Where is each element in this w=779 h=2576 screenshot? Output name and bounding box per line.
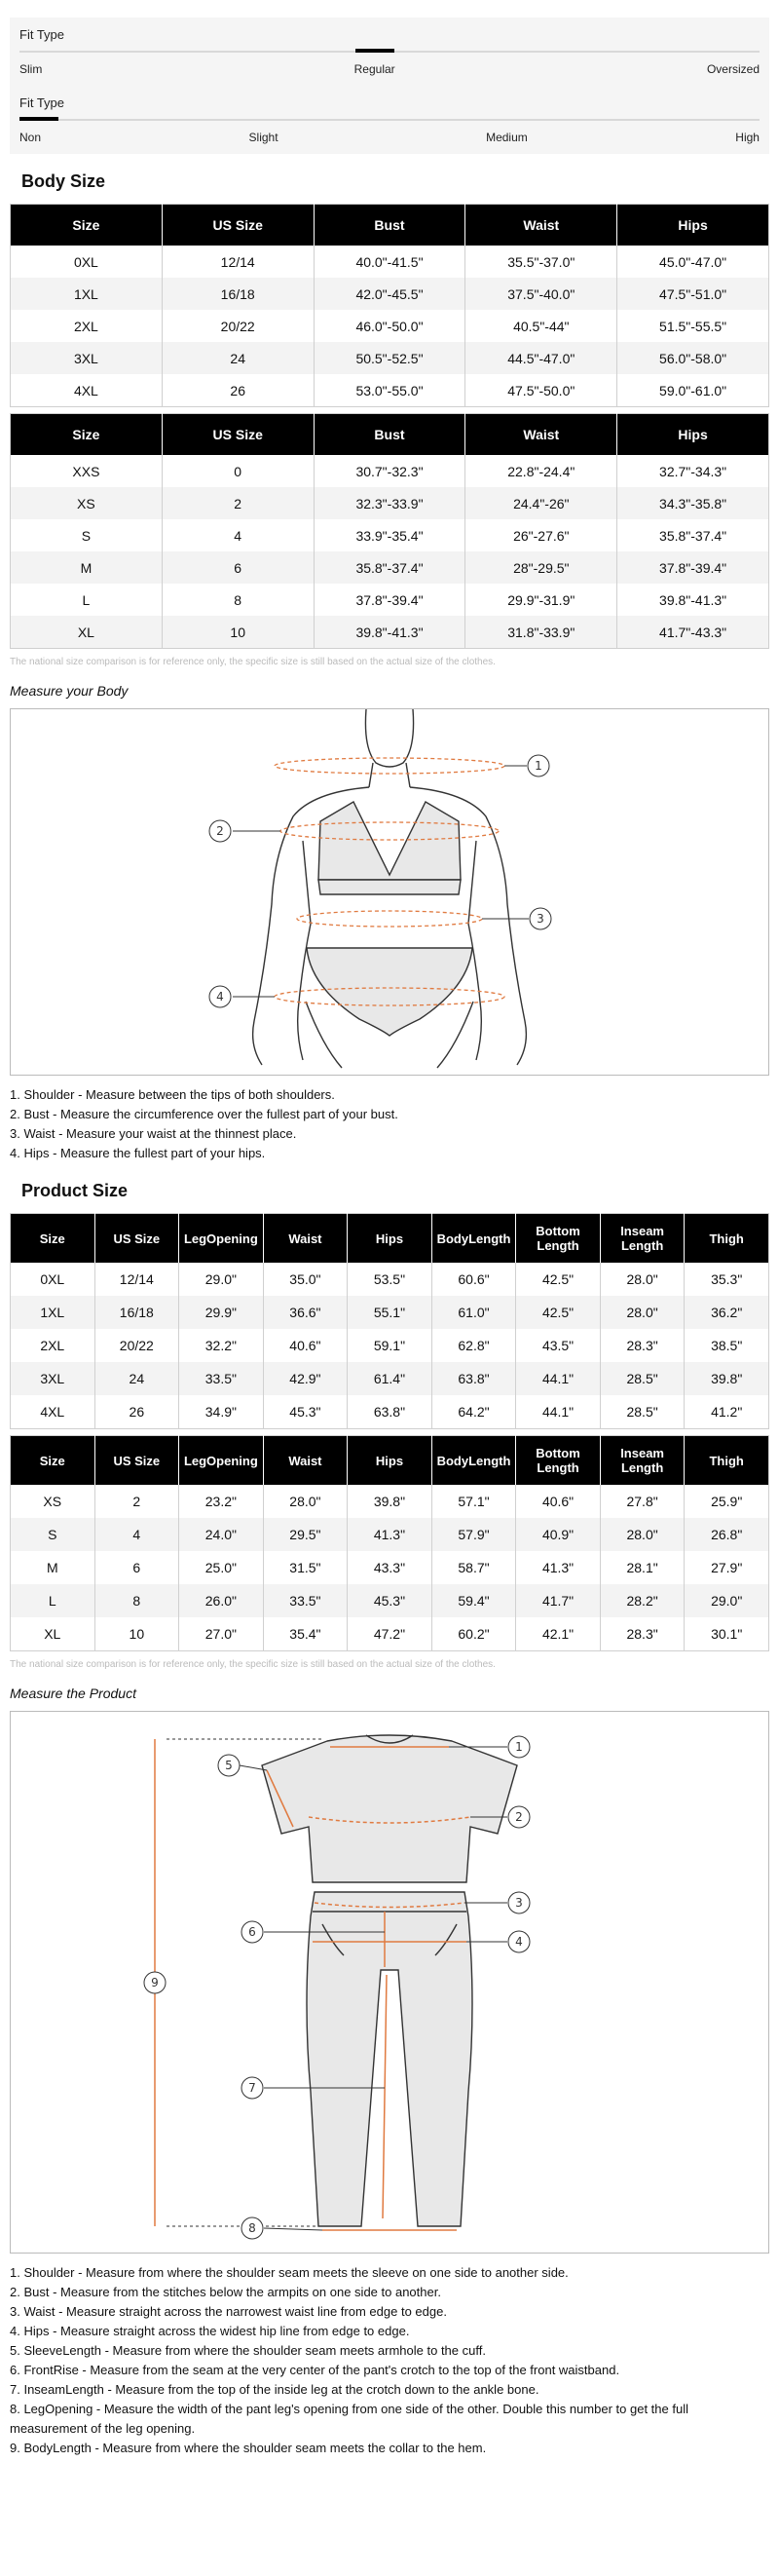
- product-measure-instructions: [10, 2263, 769, 2458]
- table-row: [11, 1395, 769, 1429]
- column-header: BodyLength: [431, 1436, 516, 1486]
- body-illustration: [11, 709, 768, 1070]
- column-header: US Size: [162, 414, 314, 456]
- table-cell: 28.3": [600, 1617, 685, 1651]
- table-cell: 24.0": [179, 1518, 264, 1551]
- table-cell: 30.7"-32.3": [314, 455, 465, 487]
- column-header: Inseam Length: [600, 1436, 685, 1486]
- table-cell: 39.8": [685, 1362, 769, 1395]
- fit-type-track: [19, 119, 760, 121]
- table-cell: 28.0": [263, 1485, 348, 1518]
- instruction-item: 8. LegOpening - Measure the width of the pant leg's opening from one side of the other. Double this number to get the full measurement of the leg opening.: [10, 2402, 688, 2436]
- callout-1: 1: [535, 759, 542, 773]
- table-cell: 2XL: [11, 310, 163, 342]
- table-cell: 41.7": [516, 1584, 601, 1617]
- table-cell: 26: [94, 1395, 179, 1429]
- table-cell: 47.5"-51.0": [617, 278, 769, 310]
- table-cell: 24: [162, 342, 314, 374]
- table-cell: 35.0": [263, 1263, 348, 1296]
- callout-4: 4: [515, 1935, 523, 1949]
- table-cell: 31.8"-33.9": [465, 616, 617, 649]
- table-cell: 4XL: [11, 374, 163, 407]
- table-cell: 44.1": [516, 1362, 601, 1395]
- table-row: [11, 551, 769, 584]
- table-cell: 37.8"-39.4": [617, 551, 769, 584]
- instruction-item: 2. Bust - Measure the circumference over the fullest part of your bust.: [10, 1107, 398, 1121]
- callout-3: 3: [515, 1896, 523, 1910]
- instruction-item: 6. FrontRise - Measure from the seam at the very center of the pant's crotch to the top of the front waistband.: [10, 2363, 620, 2377]
- table-cell: 53.0"-55.0": [314, 374, 465, 407]
- column-header: Hips: [617, 205, 769, 246]
- table-cell: 28.5": [600, 1395, 685, 1429]
- table-row: [11, 278, 769, 310]
- table-row: [11, 1617, 769, 1651]
- table-row: [11, 584, 769, 616]
- table-cell: 41.2": [711, 1404, 743, 1420]
- table-cell: 0XL: [11, 1263, 95, 1296]
- table-cell: 59.0"-61.0": [659, 382, 727, 398]
- table-cell: 29.5": [263, 1518, 348, 1551]
- table-cell: 26.8": [685, 1518, 769, 1551]
- table-cell: 12/14: [94, 1263, 179, 1296]
- table-cell: 39.8": [348, 1485, 432, 1518]
- column-header: LegOpening: [179, 1436, 264, 1486]
- table-cell: 45.0"-47.0": [659, 253, 727, 270]
- column-header: Inseam Length: [600, 1214, 685, 1264]
- table-cell: 28.5": [600, 1362, 685, 1395]
- table-cell: 2: [162, 487, 314, 519]
- table-cell: 6: [162, 551, 314, 584]
- table-cell: 44.1": [516, 1395, 601, 1429]
- column-header: Hips: [348, 1214, 432, 1264]
- product-measure-figure: [10, 1711, 769, 2254]
- table-cell: 61.4": [348, 1362, 432, 1395]
- table-cell: 41.7"-43.3": [617, 616, 769, 649]
- table-cell: 42.5": [516, 1263, 601, 1296]
- table-cell: 12/14: [162, 246, 314, 278]
- table-cell: 27.8": [600, 1485, 685, 1518]
- table-cell: XS: [11, 1485, 95, 1518]
- table-cell: 40.6": [263, 1329, 348, 1362]
- fit-type-slim-regular-oversized: [10, 18, 769, 86]
- table-cell: 55.1": [348, 1296, 432, 1329]
- table-cell: 40.5"-44": [465, 310, 617, 342]
- instruction-item: 1. Shoulder - Measure between the tips of both shoulders.: [10, 1087, 335, 1102]
- product-illustration: [11, 1712, 768, 2248]
- fit-type-title: Fit Type: [19, 95, 65, 110]
- table-cell: 28"-29.5": [465, 551, 617, 584]
- table-cell: 35.4": [263, 1617, 348, 1651]
- table-row: [11, 487, 769, 519]
- column-header: Waist: [263, 1436, 348, 1486]
- column-header: Hips: [617, 414, 769, 456]
- table-cell: 41.3": [348, 1518, 432, 1551]
- table-cell: 35.8"-37.4": [659, 527, 727, 544]
- table-cell: XL: [11, 616, 163, 649]
- table-cell: 28.1": [600, 1551, 685, 1584]
- fit-type-track: [19, 51, 760, 53]
- fit-label-slim: Slim: [19, 62, 43, 76]
- table-cell: 25.9": [711, 1494, 743, 1509]
- body-size-table-regular: [10, 413, 769, 649]
- callout-3: 3: [537, 912, 544, 926]
- table-cell: 32.7"-34.3": [659, 463, 727, 479]
- table-cell: 35.5"-37.0": [465, 246, 617, 278]
- table-cell: 28.0": [600, 1518, 685, 1551]
- fit-type-marker-regular: [355, 49, 394, 53]
- body-size-title: Body Size: [21, 171, 106, 191]
- table-cell: 25.0": [179, 1551, 264, 1584]
- column-header: Size: [11, 414, 163, 456]
- table-cell: 27.0": [179, 1617, 264, 1651]
- table-cell: 47.2": [348, 1617, 432, 1651]
- column-header: LegOpening: [179, 1214, 264, 1264]
- table-row: [11, 310, 769, 342]
- table-row: [11, 342, 769, 374]
- column-header: Bust: [314, 414, 465, 456]
- table-cell: 26.0": [179, 1584, 264, 1617]
- table-cell: 62.8": [431, 1329, 516, 1362]
- measure-product-title: Measure the Product: [10, 1686, 136, 1701]
- table-row: [11, 455, 769, 487]
- fit-label-slight: Slight: [248, 131, 278, 144]
- table-row: [11, 1584, 769, 1617]
- table-cell: 0: [162, 455, 314, 487]
- column-header: Bust: [314, 205, 465, 246]
- fit-label-non: Non: [19, 131, 42, 144]
- table-cell: 4: [94, 1518, 179, 1551]
- table-cell: 8: [162, 584, 314, 616]
- table-row: [11, 1362, 769, 1395]
- instruction-item: 3. Waist - Measure straight across the narrowest waist line from edge to edge.: [10, 2304, 447, 2319]
- callout-6: 6: [248, 1925, 256, 1939]
- column-header: Size: [11, 1214, 95, 1264]
- table-cell: 24: [94, 1362, 179, 1395]
- callout-2: 2: [515, 1810, 523, 1824]
- table-cell: 40.9": [516, 1518, 601, 1551]
- instruction-item: 3. Waist - Measure your waist at the thinnest place.: [10, 1126, 297, 1141]
- table-cell: 34.3"-35.8": [617, 487, 769, 519]
- product-size-note: The national size comparison is for reference only, the specific size is still based on the actual size of the clothes.: [10, 1659, 496, 1670]
- table-cell: 32.2": [179, 1329, 264, 1362]
- table-header-row: [11, 205, 769, 246]
- table-header-row: [11, 1214, 769, 1264]
- column-header: Bottom Length: [516, 1214, 601, 1264]
- column-header: BodyLength: [431, 1214, 516, 1264]
- table-cell: XL: [11, 1617, 95, 1651]
- table-cell: 26: [162, 374, 314, 407]
- table-cell: 10: [162, 616, 314, 649]
- callout-2: 2: [216, 824, 224, 838]
- fit-label-oversized: Oversized: [706, 62, 760, 76]
- table-row: [11, 519, 769, 551]
- table-row: [11, 246, 769, 278]
- table-cell: M: [11, 551, 163, 584]
- fit-label-high: High: [735, 131, 760, 144]
- column-header: Waist: [465, 205, 617, 246]
- size-guide: [10, 18, 769, 2458]
- table-row: [11, 1518, 769, 1551]
- table-cell: 57.1": [431, 1485, 516, 1518]
- table-cell: XS: [11, 487, 163, 519]
- table-cell: 60.6": [431, 1263, 516, 1296]
- table-cell: 4: [162, 519, 314, 551]
- table-cell: 26"-27.6": [465, 519, 617, 551]
- callout-5: 5: [225, 1759, 233, 1772]
- measure-body-title: Measure your Body: [10, 683, 129, 699]
- table-cell: 39.8"-41.3": [314, 616, 465, 649]
- table-cell: 22.8"-24.4": [465, 455, 617, 487]
- table-cell: 16/18: [94, 1296, 179, 1329]
- column-header: US Size: [94, 1214, 179, 1264]
- column-header: Waist: [263, 1214, 348, 1264]
- table-row: [11, 616, 769, 649]
- table-cell: 2: [94, 1485, 179, 1518]
- table-row: [11, 1263, 769, 1296]
- fit-type-marker-non: [19, 117, 58, 121]
- table-cell: 4XL: [11, 1395, 95, 1429]
- instruction-item: 4. Hips - Measure the fullest part of your hips.: [10, 1146, 266, 1160]
- table-cell: 42.0"-45.5": [314, 278, 465, 310]
- table-cell: 16/18: [162, 278, 314, 310]
- table-cell: 45.3": [348, 1584, 432, 1617]
- table-cell: S: [11, 519, 163, 551]
- table-cell: 58.7": [431, 1551, 516, 1584]
- table-cell: 32.3"-33.9": [314, 487, 465, 519]
- table-cell: 28.0": [600, 1296, 685, 1329]
- table-cell: XXS: [11, 455, 163, 487]
- column-header: Thigh: [685, 1436, 769, 1486]
- table-cell: S: [11, 1518, 95, 1551]
- callout-8: 8: [248, 2221, 256, 2235]
- fit-type-title: Fit Type: [19, 27, 65, 42]
- table-row: [11, 1551, 769, 1584]
- table-cell: 8: [94, 1584, 179, 1617]
- product-size-table-regular: [10, 1435, 769, 1651]
- table-cell: 33.9"-35.4": [314, 519, 465, 551]
- table-row: [11, 1296, 769, 1329]
- table-cell: 46.0"-50.0": [314, 310, 465, 342]
- table-cell: 47.5"-50.0": [465, 374, 617, 407]
- table-cell: 40.6": [516, 1485, 601, 1518]
- table-cell: 3XL: [11, 1362, 95, 1395]
- table-cell: 44.5"-47.0": [465, 342, 617, 374]
- table-cell: 31.5": [263, 1551, 348, 1584]
- product-size-table-plus: [10, 1213, 769, 1429]
- table-cell: 63.8": [431, 1362, 516, 1395]
- table-cell: 28.0": [600, 1263, 685, 1296]
- table-cell: 3XL: [11, 342, 163, 374]
- table-cell: 29.0": [685, 1584, 769, 1617]
- table-cell: 42.5": [516, 1296, 601, 1329]
- table-cell: 36.6": [263, 1296, 348, 1329]
- table-cell: 42.1": [516, 1617, 601, 1651]
- table-cell: 41.3": [516, 1551, 601, 1584]
- column-header: Size: [11, 1436, 95, 1486]
- table-cell: 63.8": [348, 1395, 432, 1429]
- table-cell: M: [11, 1551, 95, 1584]
- table-cell: 27.9": [711, 1560, 743, 1575]
- table-cell: 0XL: [11, 246, 163, 278]
- table-cell: 30.1": [711, 1626, 743, 1642]
- column-header: Size: [11, 205, 163, 246]
- table-cell: 39.8"-41.3": [659, 591, 727, 608]
- table-cell: L: [11, 1584, 95, 1617]
- instruction-item: 1. Shoulder - Measure from where the shoulder seam meets the sleeve on one side to another side.: [10, 2265, 569, 2280]
- table-cell: 60.2": [431, 1617, 516, 1651]
- table-cell: 2XL: [11, 1329, 95, 1362]
- instruction-item: 7. InseamLength - Measure from the top of the inside leg at the crotch down to the ankle bone.: [10, 2382, 539, 2397]
- table-cell: 57.9": [431, 1518, 516, 1551]
- table-cell: 34.9": [179, 1395, 264, 1429]
- table-cell: 20/22: [162, 310, 314, 342]
- table-cell: 20/22: [94, 1329, 179, 1362]
- table-cell: 61.0": [431, 1296, 516, 1329]
- table-cell: 35.8"-37.4": [314, 551, 465, 584]
- instruction-item: 5. SleeveLength - Measure from where the shoulder seam meets armhole to the cuff.: [10, 2343, 486, 2358]
- table-cell: 33.5": [179, 1362, 264, 1395]
- table-cell: 43.3": [348, 1551, 432, 1584]
- table-cell: 33.5": [263, 1584, 348, 1617]
- table-cell: 56.0"-58.0": [617, 342, 769, 374]
- table-cell: 38.5": [711, 1338, 743, 1353]
- table-cell: 10: [94, 1617, 179, 1651]
- table-row: [11, 1485, 769, 1518]
- table-cell: 64.2": [431, 1395, 516, 1429]
- table-cell: L: [11, 584, 163, 616]
- column-header: Thigh: [685, 1214, 769, 1264]
- body-size-note: The national size comparison is for reference only, the specific size is still based on the actual size of the clothes.: [10, 657, 496, 667]
- table-cell: 28.3": [600, 1329, 685, 1362]
- table-row: [11, 374, 769, 407]
- callout-7: 7: [248, 2081, 256, 2095]
- table-row: [11, 1329, 769, 1362]
- table-cell: 1XL: [11, 278, 163, 310]
- table-cell: 1XL: [11, 1296, 95, 1329]
- table-cell: 37.5"-40.0": [465, 278, 617, 310]
- table-cell: 40.0"-41.5": [314, 246, 465, 278]
- callout-4: 4: [216, 990, 224, 1004]
- table-cell: 35.3": [711, 1271, 743, 1287]
- table-cell: 51.5"-55.5": [659, 318, 727, 334]
- callout-1: 1: [515, 1740, 523, 1754]
- table-header-row: [11, 1436, 769, 1486]
- table-cell: 29.0": [179, 1263, 264, 1296]
- body-measure-figure: [10, 708, 769, 1076]
- column-header: Bottom Length: [516, 1436, 601, 1486]
- table-cell: 50.5"-52.5": [314, 342, 465, 374]
- table-cell: 45.3": [263, 1395, 348, 1429]
- table-cell: 29.9"-31.9": [465, 584, 617, 616]
- table-cell: 28.2": [600, 1584, 685, 1617]
- fit-label-regular: Regular: [353, 62, 395, 76]
- table-cell: 36.2": [685, 1296, 769, 1329]
- fit-type-stretch: [10, 86, 769, 154]
- column-header: Hips: [348, 1436, 432, 1486]
- table-cell: 42.9": [263, 1362, 348, 1395]
- table-cell: 6: [94, 1551, 179, 1584]
- column-header: US Size: [94, 1436, 179, 1486]
- instruction-item: 2. Bust - Measure from the stitches below the armpits on one side to another.: [10, 2285, 441, 2299]
- table-cell: 59.1": [348, 1329, 432, 1362]
- table-cell: 37.8"-39.4": [314, 584, 465, 616]
- column-header: US Size: [162, 205, 314, 246]
- table-header-row: [11, 414, 769, 456]
- body-measure-instructions: [10, 1085, 769, 1163]
- table-cell: 53.5": [348, 1263, 432, 1296]
- product-size-title: Product Size: [21, 1181, 129, 1200]
- body-size-table-plus: [10, 204, 769, 407]
- table-cell: 23.2": [179, 1485, 264, 1518]
- table-cell: 59.4": [431, 1584, 516, 1617]
- instruction-item: 9. BodyLength - Measure from where the shoulder seam meets the collar to the hem.: [10, 2441, 487, 2455]
- table-cell: 24.4"-26": [465, 487, 617, 519]
- table-cell: 43.5": [516, 1329, 601, 1362]
- column-header: Waist: [465, 414, 617, 456]
- table-cell: 29.9": [179, 1296, 264, 1329]
- instruction-item: 4. Hips - Measure straight across the widest hip line from edge to edge.: [10, 2324, 410, 2338]
- fit-label-medium: Medium: [486, 131, 528, 144]
- callout-9: 9: [151, 1976, 159, 1989]
